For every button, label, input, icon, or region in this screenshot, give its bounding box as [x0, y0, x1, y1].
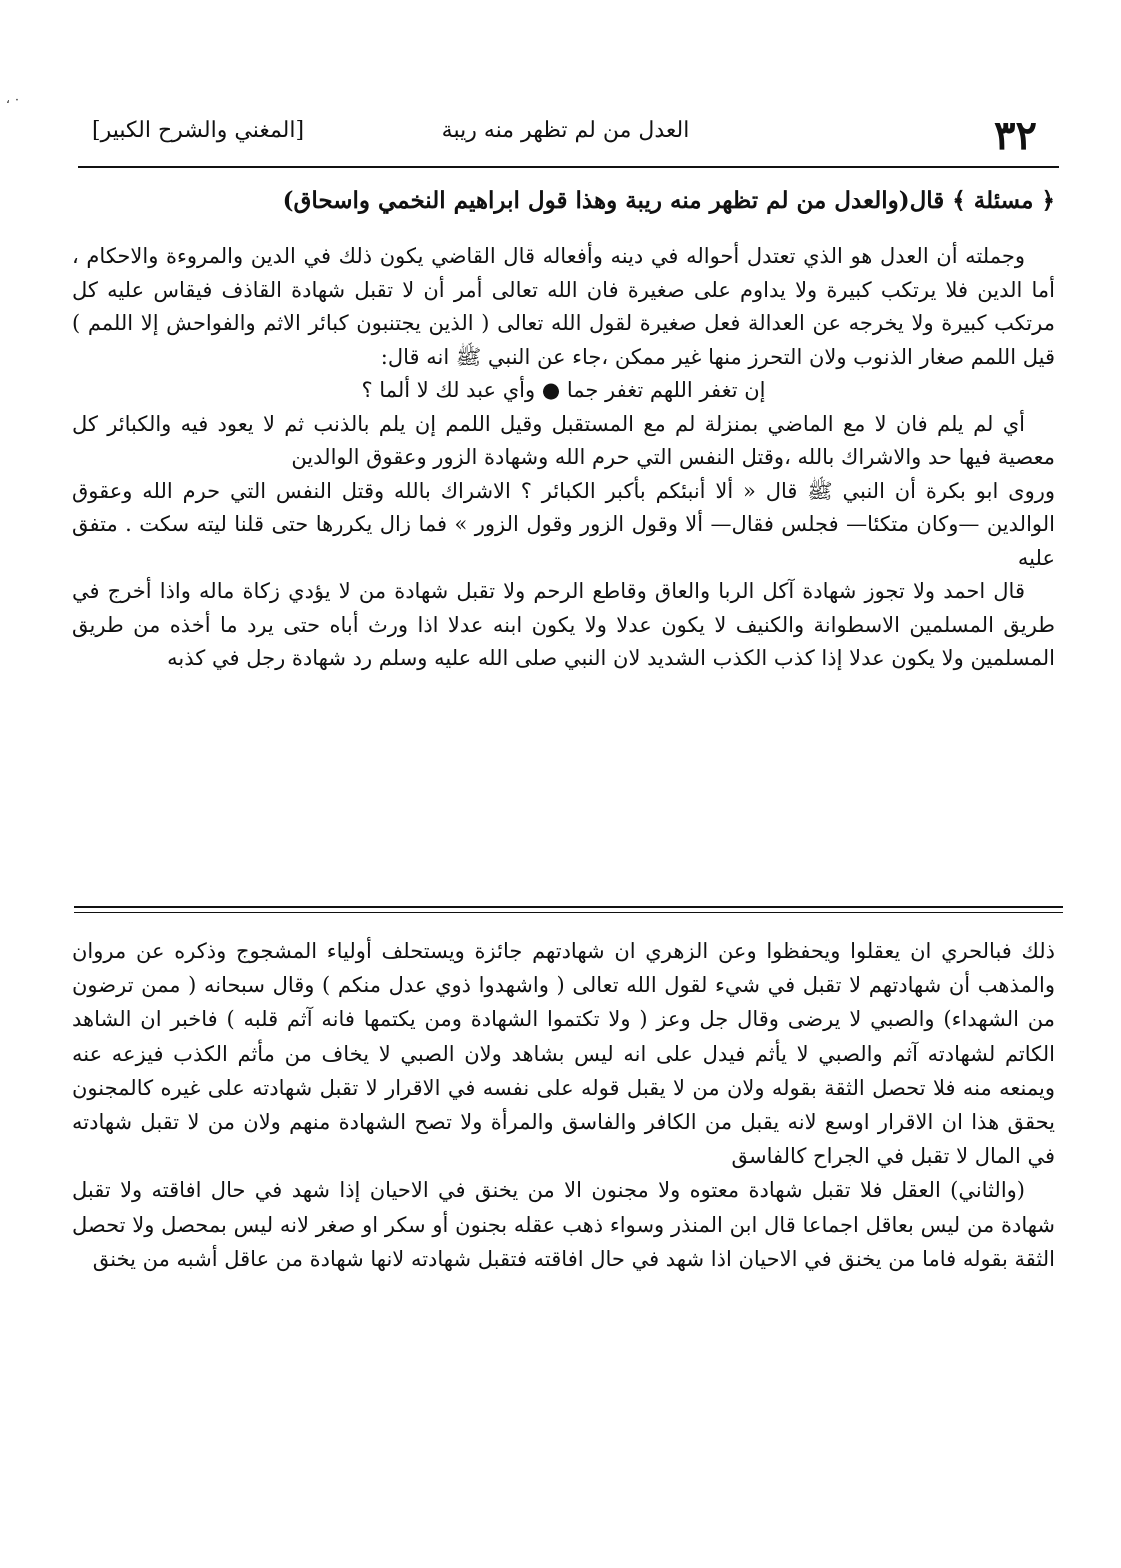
main-paragraph: قال احمد ولا تجوز شهادة آكل الربا والعاق وقاطع الرحم ولا تقبل شهادة من لا يؤدي زكاة ماله واذا أخرج في طريق المسلمين الاسطوانة والكنيف لا يكون عدلا ولا يكون ابنه عدلا اذا ورث أباه حتى يرد ما أخذه من طريق المسلمين ولا يكون عدلا إذا كذب الكذب الشديد لان النبي صلى الله عليه وسلم رد شهادة رجل في كذبه [72, 579, 1055, 670]
masala-heading-text: ﴿ مسئلة ﴾ قال(والعدل من لم تظهر منه ريبة وهذا قول ابراهيم النخمي واسحاق) [282, 187, 1055, 214]
main-text [72, 240, 1055, 676]
masala-heading [72, 178, 1055, 224]
commentary-paragraph: (والثاني) العقل فلا تقبل شهادة معتوه ولا مجنون الا من يخنق في الاحيان إذا شهد في حال افاقته ولا تقبل شهادة من ليس بعاقل اجماعا قال ابن المنذر وسواء ذهب عقله بجنون أو سكر او صغر لانه ليس بمحصل ولا تحصل الثقة بقوله فاما من يخنق في الاحيان اذا شهد في حال افاقته فتقبل شهادته لانها شهادة من عاقل أشبه من يخنق [72, 1178, 1055, 1271]
section-separator [74, 906, 1063, 908]
main-paragraph: وجملته أن العدل هو الذي تعتدل أحواله في دينه وأفعاله قال القاضي يكون ذلك في الدين والمروءة والاحكام ، أما الدين فلا يرتكب كبيرة ولا يداوم على صغيرة فان الله تعالى أمر أن لا تقبل شهادة القاذف فيقاس عليه كل مرتكب كبيرة ولا يخرجه عن العدالة فعل صغيرة لقول الله تعالى ( الذين يجتنبون كبائر الاثم والفواحش إلا اللمم ) قيل اللمم صغار الذنوب ولان التحرز منها غير ممكن ،جاء عن النبي ﷺ انه قال: [72, 244, 1055, 369]
margin-mark: ، ٠ [6, 92, 21, 106]
header-rule [78, 166, 1059, 168]
commentary-text [72, 934, 1055, 1276]
book-title: [المغني والشرح الكبير] [92, 118, 305, 143]
section-separator-thin [74, 912, 1063, 913]
main-paragraph: وروى ابو بكرة أن النبي ﷺ قال « ألا أنبئكم بأكبر الكبائر ؟ الاشراك بالله وقتل النفس التي حرم الله وعقوق الوالدين —وكان متكئا— فجلس فقال— ألا وقول الزور وقول الزور » فما زال يكررها حتى قلنا ليته سكت . متفق عليه [72, 478, 1055, 570]
main-paragraph: أي لم يلم فان لا مع الماضي بمنزلة لم مع المستقبل وقيل اللمم إن يلم بالذنب ثم لا يعود فيه والكبائر كل معصية فيها حد والاشراك بالله ،وقتل النفس التي حرم الله وشهادة الزور وعقوق الوالدين [72, 411, 1055, 469]
page-header [80, 112, 1051, 159]
running-title: العدل من لم تظهر منه ريبة [441, 118, 690, 143]
page-number: ٣٢ [994, 112, 1037, 159]
commentary-paragraph: ذلك فبالحري ان يعقلوا ويحفظوا وعن الزهري ان شهادتهم جائزة ويستحلف أولياء المشجوج وذكره عن مروان والمذهب أن شهادتهم لا تقبل في شيء لقول الله تعالى ( واشهدوا ذوي عدل منكم ) وقال سبحانه ( ممن ترضون من الشهداء) والصبي لا يرضى وقال جل وعز ( ولا تكتموا الشهادة ومن يكتمها فانه آثم قلبه ) فاخبر ان الشاهد الكاتم لشهادته آثم والصبي لا يأثم فيدل على انه ليس بشاهد ولان الصبي لا يخاف من مأثم الكذب فيزعه عنه ويمنعه منه فلا تحصل الثقة بقوله ولان من لا يقبل قوله على نفسه في الاقرار لا تقبل شهادته على غيره كالمجنون يحقق هذا ان الاقرار اوسع لانه يقبل من الكافر والفاسق والمرأة ولا تصح الشهادة منهم ولان من لا تقبل شهادته في المال لا تقبل في الجراح كالفاسق [72, 939, 1055, 1169]
poetry-verse: إن تغفر اللهم تغفر جما ● وأي عبد لك لا ألما ؟ [361, 378, 766, 402]
